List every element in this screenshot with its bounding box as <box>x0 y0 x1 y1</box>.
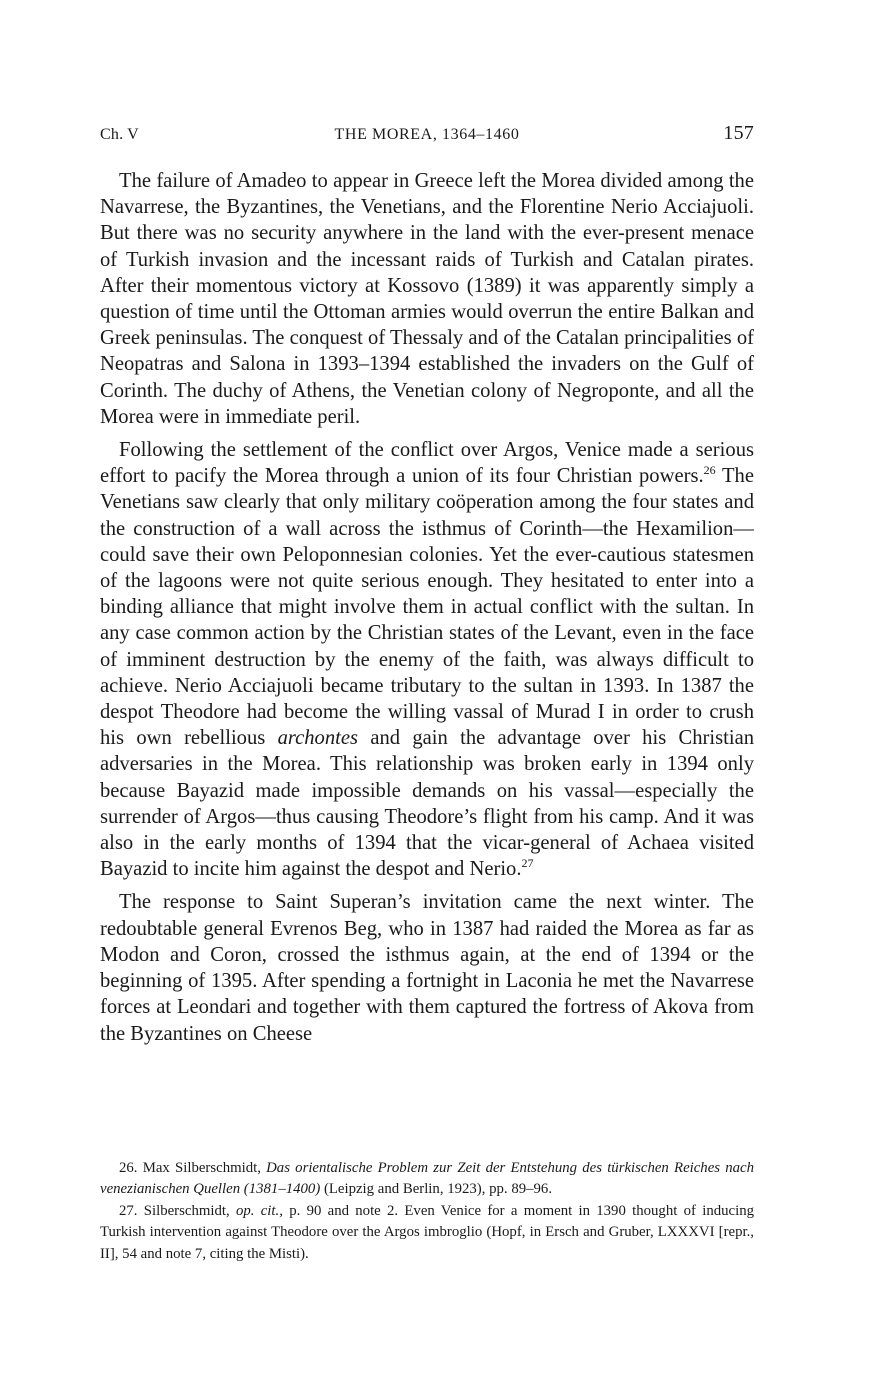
body-text <box>100 168 754 1047</box>
italic-term-archontes: archontes <box>277 727 359 750</box>
footnote-27-lead: 27. Silberschmidt, <box>119 1202 236 1219</box>
paragraph-2-part-c: and gain the advantage over his Christian adversaries in the Morea. This relationship was broken early in 1394 only because Bayazid made impossible demands on his vassal—especially the surrender of Argos—thus causing Theodore’s flight from his camp. And it was also in the early months of 1394 that the vicar-general of Achaea visited Bayazid to incite him against the despot and Nerio. <box>100 727 755 881</box>
page-number: 157 <box>723 122 754 144</box>
footnote-27-opcit: op. cit., <box>235 1202 283 1219</box>
paragraph-1: The failure of Amadeo to appear in Greece left the Morea divided among the Navarrese, the Byzantines, the Venetians, and the Florentine Nerio Acciajuoli. But there was no security anywhere in the land with the ever-present menace of Turkish invasion and the incessant raids of Turkish and Catalan pirates. After their momentous victory at Kossovo (1389) it was apparently simply a question of time until the Ottoman armies would overrun the entire Balkan and Greek peninsulas. The conquest of Thessaly and of the Catalan principalities of Neopatras and Salona in 1393–1394 established the invaders on the Gulf of Corinth. The duchy of Athens, the Venetian colony of Negroponte, and all the Morea were in immediate peril. <box>100 170 754 428</box>
paragraph-2-part-a: Following the settlement of the conflict over Argos, Venice made a serious effort to pacify the Morea through a union of its four Christian powers. <box>100 439 754 488</box>
footnote-26-lead: 26. Max Silberschmidt, <box>119 1160 267 1176</box>
footnote-27-tail: p. 90 and note 2. Even Venice for a moment in 1390 thought of inducing Turkish intervention against Theodore over the Argos imbroglio (Hopf, in Ersch and Gruber, LXXXVI [repr., II], 54 and note 7, citing the Misti). <box>100 1202 754 1262</box>
running-head <box>100 122 754 148</box>
paragraph-3: The response to Saint Superan’s invitation came the next winter. The redoubtable general Evrenos Beg, who in 1387 had raided the Morea as far as Modon and Coron, crossed the isthmus again, at the end of 1394 or the beginning of 1395. After spending a fortnight in Laconia he met the Navarrese forces at Leondari and together with them captured the fortress of Akova from the Byzantines on Cheese <box>100 891 754 1045</box>
footnote-ref-27: 27 <box>521 856 534 871</box>
footnote-26-title: Das orientalische Problem zur Zeit der Entstehung des türkischen Reiches nach venezianischen Quellen (1381–1400) <box>100 1160 754 1198</box>
footnote-26 <box>100 1158 754 1201</box>
footnotes <box>100 1158 754 1265</box>
footnote-27 <box>100 1201 754 1265</box>
footnote-26-tail: (Leipzig and Berlin, 1923), pp. 89–96. <box>320 1181 553 1198</box>
running-title: THE MOREA, 1364–1460 <box>334 126 520 143</box>
page <box>100 122 754 1054</box>
chapter-label: Ch. V <box>100 126 139 143</box>
paragraph-2 <box>100 437 754 882</box>
footnote-ref-26: 26 <box>703 463 716 478</box>
paragraph-2-part-b: The Venetians saw clearly that only military coöperation among the four states and the construction of a wall across the isthmus of Corinth—the Hexamilion—could save their own Peloponnesian colonies. Yet the ever-cautious statesmen of the lagoons were not quite serious enough. They hesitated to enter into a binding alliance that might involve them in actual conflict with the sultan. In any case common action by the Christian states of the Levant, even in the face of imminent destruction by the enemy of the faith, was always difficult to achieve. Nerio Acciajuoli became tributary to the sultan in 1393. In 1387 the despot Theodore had become the willing vassal of Murad I in order to crush his own rebellious <box>100 465 754 750</box>
